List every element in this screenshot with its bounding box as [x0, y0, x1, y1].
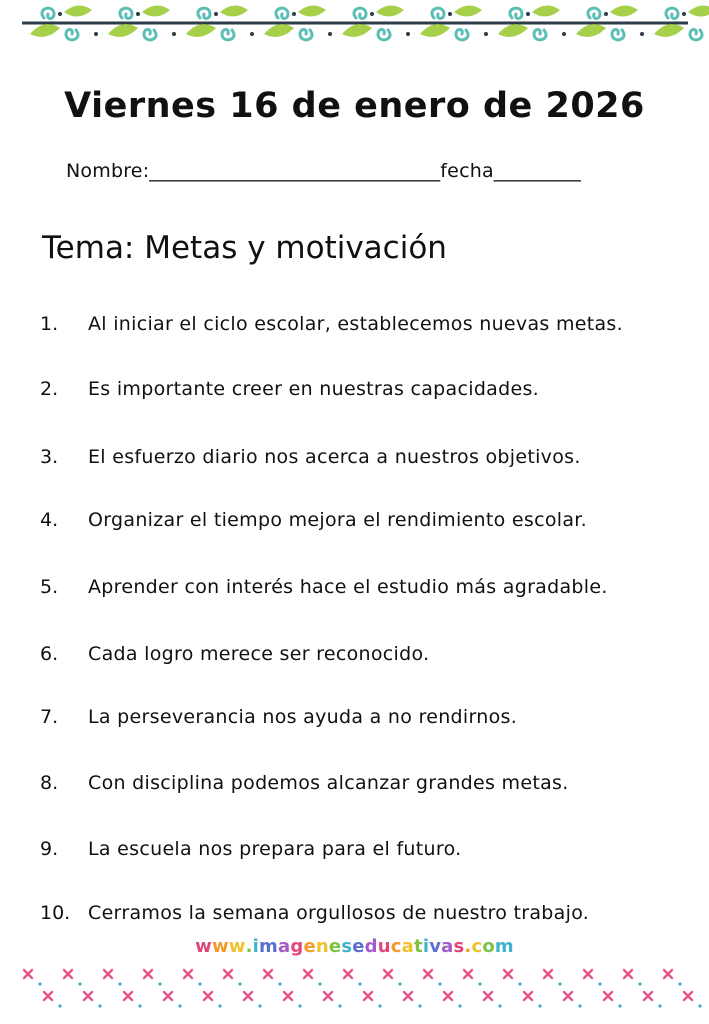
dot-mark: [218, 1004, 221, 1007]
dot-mark: [338, 1004, 341, 1007]
cross-mark: [484, 992, 492, 1000]
item-text: La perseverancia nos ayuda a no rendirnos.: [88, 706, 518, 728]
cross-mark: [384, 970, 392, 978]
cross-mark: [164, 992, 172, 1000]
dot-mark: [398, 982, 401, 985]
cross-mark: [604, 992, 612, 1000]
dot-mark: [58, 1004, 61, 1007]
list-item: [0, 902, 709, 932]
cross-mark: [624, 970, 632, 978]
dot-mark: [198, 982, 201, 985]
dot-mark: [618, 1004, 621, 1007]
dot-mark: [118, 982, 121, 985]
dot-mark: [438, 982, 441, 985]
dot-mark: [378, 1004, 381, 1007]
dot-mark: [598, 982, 601, 985]
dot-mark: [238, 982, 241, 985]
cross-mark: [244, 992, 252, 1000]
dot-mark: [38, 982, 41, 985]
topic-heading: Tema: Metas y motivación: [42, 230, 447, 266]
cross-mark: [524, 992, 532, 1000]
list-item: [0, 313, 709, 343]
cross-mark: [544, 970, 552, 978]
cross-mark: [84, 992, 92, 1000]
dot-mark: [78, 982, 81, 985]
item-text: Es importante creer en nuestras capacidades.: [88, 378, 540, 400]
dot-mark: [678, 982, 681, 985]
dot-mark: [478, 982, 481, 985]
item-number: 3.: [40, 446, 59, 468]
list-item: [0, 576, 709, 606]
cross-mark: [684, 992, 692, 1000]
item-text: La escuela nos prepara para el futuro.: [88, 838, 462, 860]
dot-mark: [638, 982, 641, 985]
dot-mark: [538, 1004, 541, 1007]
list-item: [0, 706, 709, 736]
website-watermark: www.imageneseducativas.com: [195, 936, 514, 957]
cross-mark: [584, 970, 592, 978]
cross-mark: [404, 992, 412, 1000]
item-text: Cerramos la semana orgullosos de nuestro trabajo.: [88, 902, 590, 924]
dot-mark: [318, 982, 321, 985]
dot-mark: [258, 1004, 261, 1007]
dot-mark: [658, 1004, 661, 1007]
item-number: 6.: [40, 643, 59, 665]
item-number: 10.: [40, 902, 71, 924]
item-text: El esfuerzo diario nos acerca a nuestros objetivos.: [88, 446, 581, 468]
dot-mark: [158, 982, 161, 985]
cross-mark: [424, 970, 432, 978]
cross-mark: [464, 970, 472, 978]
cross-mark: [224, 970, 232, 978]
page-title: Viernes 16 de enero de 2026: [64, 86, 645, 126]
item-number: 4.: [40, 509, 59, 531]
dot-mark: [458, 1004, 461, 1007]
dot-mark: [358, 982, 361, 985]
list-item: [0, 378, 709, 408]
item-text: Cada logro merece ser reconocido.: [88, 643, 430, 665]
dot-mark: [558, 982, 561, 985]
cross-mark: [284, 992, 292, 1000]
item-number: 8.: [40, 772, 59, 794]
item-number: 1.: [40, 313, 59, 335]
item-number: 7.: [40, 706, 59, 728]
item-text: Al iniciar el ciclo escolar, establecemos nuevas metas.: [88, 313, 623, 335]
list-item: [0, 643, 709, 673]
cross-mark: [264, 970, 272, 978]
cross-mark: [64, 970, 72, 978]
cross-mark: [104, 970, 112, 978]
cross-mark: [184, 970, 192, 978]
cross-mark: [304, 970, 312, 978]
cross-mark: [504, 970, 512, 978]
item-text: Con disciplina podemos alcanzar grandes metas.: [88, 772, 569, 794]
cross-mark: [644, 992, 652, 1000]
list-item: [0, 446, 709, 476]
cross-mark: [44, 992, 52, 1000]
item-text: Aprender con interés hace el estudio más agradable.: [88, 576, 608, 598]
cross-mark: [204, 992, 212, 1000]
cross-mark: [144, 970, 152, 978]
cross-mark: [564, 992, 572, 1000]
cross-mark: [664, 970, 672, 978]
list-item: [0, 838, 709, 868]
cross-mark: [24, 970, 32, 978]
dot-mark: [578, 1004, 581, 1007]
dot-mark: [138, 1004, 141, 1007]
cross-mark: [364, 992, 372, 1000]
item-number: 5.: [40, 576, 59, 598]
dot-mark: [498, 1004, 501, 1007]
cross-mark: [444, 992, 452, 1000]
item-text: Organizar el tiempo mejora el rendimiento escolar.: [88, 509, 587, 531]
name-date-line: Nombre:______________________________fecha_________: [66, 160, 582, 182]
dot-mark: [278, 982, 281, 985]
cross-mark: [124, 992, 132, 1000]
dot-mark: [418, 1004, 421, 1007]
item-number: 9.: [40, 838, 59, 860]
dot-mark: [178, 1004, 181, 1007]
dot-mark: [298, 1004, 301, 1007]
bottom-cross-border: [0, 960, 709, 1016]
item-number: 2.: [40, 378, 59, 400]
dot-mark: [98, 1004, 101, 1007]
cross-mark: [324, 992, 332, 1000]
list-item: [0, 772, 709, 802]
dot-mark: [698, 1004, 701, 1007]
list-item: [0, 509, 709, 539]
cross-mark: [344, 970, 352, 978]
dot-mark: [518, 982, 521, 985]
